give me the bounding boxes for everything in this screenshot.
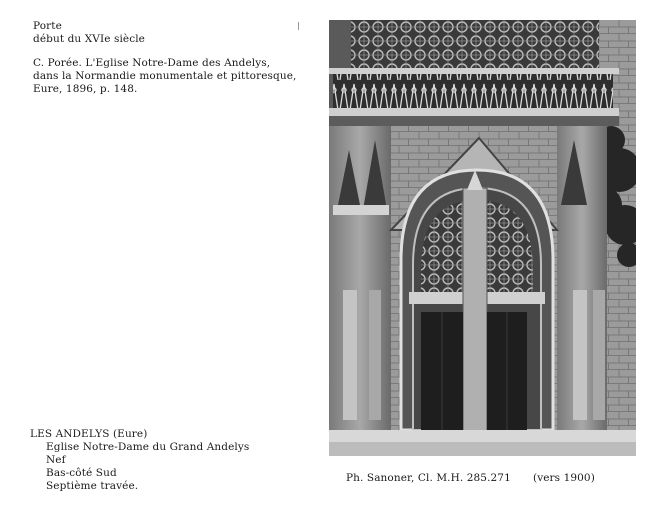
photo-date: (vers 1900) — [533, 472, 595, 484]
reference-line-3: Eure, 1896, p. 148. — [33, 83, 138, 95]
window-tracery — [349, 20, 599, 70]
location-aisle: Bas-côté Sud — [46, 467, 117, 479]
caption-title: Porte — [33, 20, 62, 32]
portal-photograph — [329, 20, 636, 456]
reference-line-2: dans la Normandie monumentale et pittoresque, — [33, 70, 297, 82]
balustrade — [333, 74, 613, 108]
margin-mark — [298, 22, 299, 30]
photo-credit: Ph. Sanoner, Cl. M.H. 285.271 — [346, 472, 511, 484]
location-bay: Septième travée. — [46, 480, 139, 492]
reference-line-1: C. Porée. L'Eglise Notre-Dame des Andelys, — [33, 57, 271, 69]
location-nave: Nef — [46, 454, 66, 466]
location-heading: LES ANDELYS (Eure) — [30, 428, 148, 440]
location-church: Eglise Notre-Dame du Grand Andelys — [46, 441, 250, 453]
caption-date: début du XVIe siècle — [33, 33, 145, 45]
